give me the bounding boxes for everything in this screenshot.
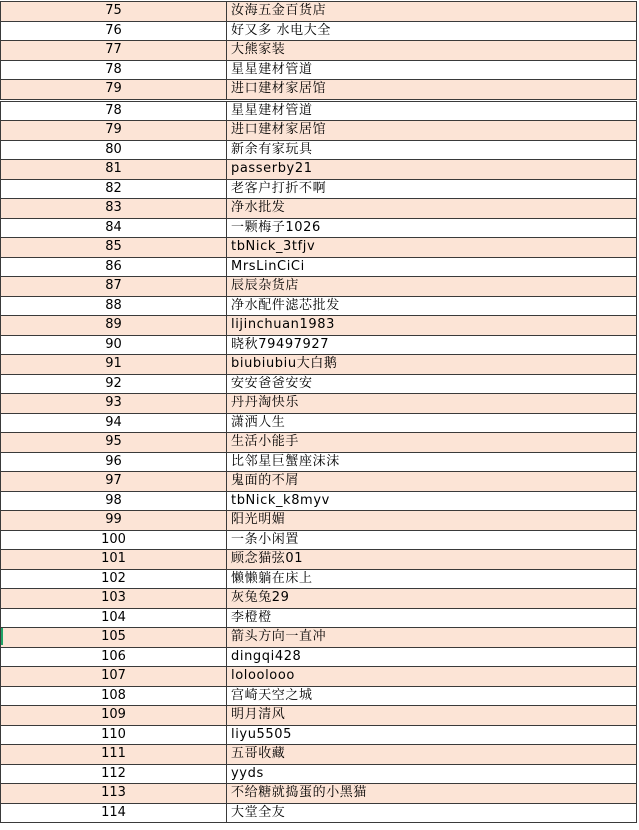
table-body <box>1 2 637 823</box>
row-number-cell[interactable]: 78 <box>1 100 227 121</box>
table-row[interactable] <box>1 569 637 589</box>
table-row[interactable] <box>1 706 637 726</box>
table-row[interactable] <box>1 452 637 472</box>
table-row[interactable] <box>1 725 637 745</box>
row-number-cell[interactable]: 100 <box>1 530 227 550</box>
shop-name-cell[interactable]: 一颗梅子1026 <box>227 218 637 238</box>
table-row[interactable] <box>1 277 637 297</box>
table-row[interactable] <box>1 589 637 609</box>
shop-name-cell[interactable]: 大熊家装 <box>227 41 637 61</box>
table-row[interactable] <box>1 394 637 414</box>
row-number-cell[interactable]: 111 <box>1 745 227 765</box>
row-number-cell[interactable]: 86 <box>1 257 227 277</box>
shop-name-cell[interactable]: 净水配件滤芯批发 <box>227 296 637 316</box>
table-row[interactable] <box>1 160 637 180</box>
row-selection-marker <box>1 628 3 645</box>
shop-name-cell[interactable]: tbNick_3tfjv <box>227 238 637 258</box>
shop-name-cell[interactable]: 比邻星巨蟹座沫沫 <box>227 452 637 472</box>
table-row[interactable] <box>1 316 637 336</box>
row-number-cell[interactable]: 98 <box>1 491 227 511</box>
shop-name-cell[interactable]: 大堂全友 <box>227 803 637 823</box>
row-number-cell[interactable]: 112 <box>1 764 227 784</box>
shop-name-cell[interactable]: MrsLinCiCi <box>227 257 637 277</box>
table-row[interactable] <box>1 335 637 355</box>
row-number-cell[interactable]: 108 <box>1 686 227 706</box>
shop-name-cell[interactable]: 潇洒人生 <box>227 413 637 433</box>
table-row[interactable] <box>1 803 637 823</box>
row-number-cell[interactable]: 92 <box>1 374 227 394</box>
row-number-cell[interactable]: 90 <box>1 335 227 355</box>
shop-name-cell[interactable]: 安安爸爸安安 <box>227 374 637 394</box>
table-row[interactable] <box>1 433 637 453</box>
row-number-cell[interactable]: 99 <box>1 511 227 531</box>
row-number-cell[interactable]: 97 <box>1 472 227 492</box>
shop-name-cell[interactable]: 阳光明媚 <box>227 511 637 531</box>
row-number-cell[interactable]: 89 <box>1 316 227 336</box>
table-row[interactable] <box>1 296 637 316</box>
shop-name-cell[interactable]: 新余有家玩具 <box>227 140 637 160</box>
shop-name-cell[interactable]: lijinchuan1983 <box>227 316 637 336</box>
shop-name-cell[interactable]: 灰兔兔29 <box>227 589 637 609</box>
row-number-cell[interactable]: 82 <box>1 179 227 199</box>
shop-name-cell[interactable]: 星星建材管道 <box>227 100 637 121</box>
shop-name-cell[interactable]: 懒懒躺在床上 <box>227 569 637 589</box>
row-number-cell[interactable]: 88 <box>1 296 227 316</box>
table-row[interactable] <box>1 140 637 160</box>
shop-name-cell[interactable]: tbNick_k8myv <box>227 491 637 511</box>
row-number-cell[interactable]: 102 <box>1 569 227 589</box>
shop-name-cell[interactable]: 生活小能手 <box>227 433 637 453</box>
shop-name-cell[interactable]: 辰辰杂货店 <box>227 277 637 297</box>
shop-name-cell[interactable]: 五哥收藏 <box>227 745 637 765</box>
shop-name-cell[interactable]: 进口建材家居馆 <box>227 121 637 141</box>
table-row[interactable] <box>1 491 637 511</box>
row-number-cell[interactable]: 95 <box>1 433 227 453</box>
table-row[interactable] <box>1 238 637 258</box>
table-row[interactable] <box>1 628 637 648</box>
shop-name-cell[interactable]: 宫崎天空之城 <box>227 686 637 706</box>
row-number-cell[interactable]: 101 <box>1 550 227 570</box>
table-row[interactable] <box>1 530 637 550</box>
row-number-cell[interactable]: 113 <box>1 784 227 804</box>
table-row[interactable] <box>1 413 637 433</box>
shop-name-cell[interactable]: 不给糖就捣蛋的小黑猫 <box>227 784 637 804</box>
shop-name-cell[interactable]: 进口建材家居馆 <box>227 80 637 101</box>
row-number-cell[interactable]: 84 <box>1 218 227 238</box>
row-number-cell[interactable]: 79 <box>1 121 227 141</box>
table-row[interactable] <box>1 218 637 238</box>
shop-name-cell[interactable]: 晓秋79497927 <box>227 335 637 355</box>
row-number-cell[interactable]: 93 <box>1 394 227 414</box>
row-number-cell[interactable]: 87 <box>1 277 227 297</box>
shop-name-cell[interactable]: passerby21 <box>227 160 637 180</box>
shop-name-cell[interactable]: biubiubiu大白鹅 <box>227 355 637 375</box>
shop-name-cell[interactable]: 顾念猫弦01 <box>227 550 637 570</box>
shop-name-cell[interactable]: yyds <box>227 764 637 784</box>
shop-name-cell[interactable]: 丹丹淘快乐 <box>227 394 637 414</box>
row-number-cell[interactable]: 94 <box>1 413 227 433</box>
table-row[interactable] <box>1 121 637 141</box>
table-row[interactable] <box>1 472 637 492</box>
shop-name-cell[interactable]: loloolooo <box>227 667 637 687</box>
row-number-cell[interactable]: 76 <box>1 21 227 41</box>
shop-name-cell[interactable]: dingqi428 <box>227 647 637 667</box>
table-row[interactable] <box>1 100 637 121</box>
shop-name-cell[interactable]: 老客户打折不啊 <box>227 179 637 199</box>
shop-name-cell[interactable]: 好又多 水电大全 <box>227 21 637 41</box>
table-row[interactable] <box>1 667 637 687</box>
table-row[interactable] <box>1 199 637 219</box>
table-row[interactable] <box>1 80 637 101</box>
row-number-cell[interactable]: 85 <box>1 238 227 258</box>
row-number-cell[interactable]: 103 <box>1 589 227 609</box>
shop-name-cell[interactable]: liyu5505 <box>227 725 637 745</box>
row-number-cell[interactable]: 109 <box>1 706 227 726</box>
row-number-cell[interactable]: 78 <box>1 60 227 80</box>
row-number-cell[interactable]: 105 <box>1 628 227 648</box>
shop-name-cell[interactable]: 李橙橙 <box>227 608 637 628</box>
table-row[interactable] <box>1 21 637 41</box>
data-table <box>0 1 637 823</box>
shop-name-cell[interactable]: 净水批发 <box>227 199 637 219</box>
shop-name-cell[interactable]: 汝海五金百货店 <box>227 2 637 22</box>
row-number-cell[interactable]: 104 <box>1 608 227 628</box>
table-row[interactable] <box>1 355 637 375</box>
table-row[interactable] <box>1 179 637 199</box>
row-number-cell[interactable]: 96 <box>1 452 227 472</box>
shop-name-cell[interactable]: 鬼面的不屑 <box>227 472 637 492</box>
row-number-cell[interactable]: 91 <box>1 355 227 375</box>
table-row[interactable] <box>1 745 637 765</box>
table-row[interactable] <box>1 374 637 394</box>
table-row[interactable] <box>1 764 637 784</box>
table-row[interactable] <box>1 784 637 804</box>
table-row[interactable] <box>1 686 637 706</box>
row-number-cell[interactable]: 107 <box>1 667 227 687</box>
shop-name-cell[interactable]: 星星建材管道 <box>227 60 637 80</box>
table-row[interactable] <box>1 511 637 531</box>
table-row[interactable] <box>1 608 637 628</box>
row-number-cell[interactable]: 114 <box>1 803 227 823</box>
table-row[interactable] <box>1 257 637 277</box>
table-row[interactable] <box>1 41 637 61</box>
table-row[interactable] <box>1 2 637 22</box>
row-number-cell[interactable]: 110 <box>1 725 227 745</box>
table-row[interactable] <box>1 60 637 80</box>
row-number-cell[interactable]: 77 <box>1 41 227 61</box>
row-number-cell[interactable]: 80 <box>1 140 227 160</box>
row-number-cell[interactable]: 106 <box>1 647 227 667</box>
row-number-cell[interactable]: 79 <box>1 80 227 101</box>
row-number-cell[interactable]: 83 <box>1 199 227 219</box>
table-row[interactable] <box>1 550 637 570</box>
shop-name-cell[interactable]: 明月清风 <box>227 706 637 726</box>
shop-name-cell[interactable]: 一条小闲置 <box>227 530 637 550</box>
shop-name-cell[interactable]: 箭头方向一直冲 <box>227 628 637 648</box>
row-number-cell[interactable]: 75 <box>1 2 227 22</box>
row-number-cell[interactable]: 81 <box>1 160 227 180</box>
table-row[interactable] <box>1 647 637 667</box>
